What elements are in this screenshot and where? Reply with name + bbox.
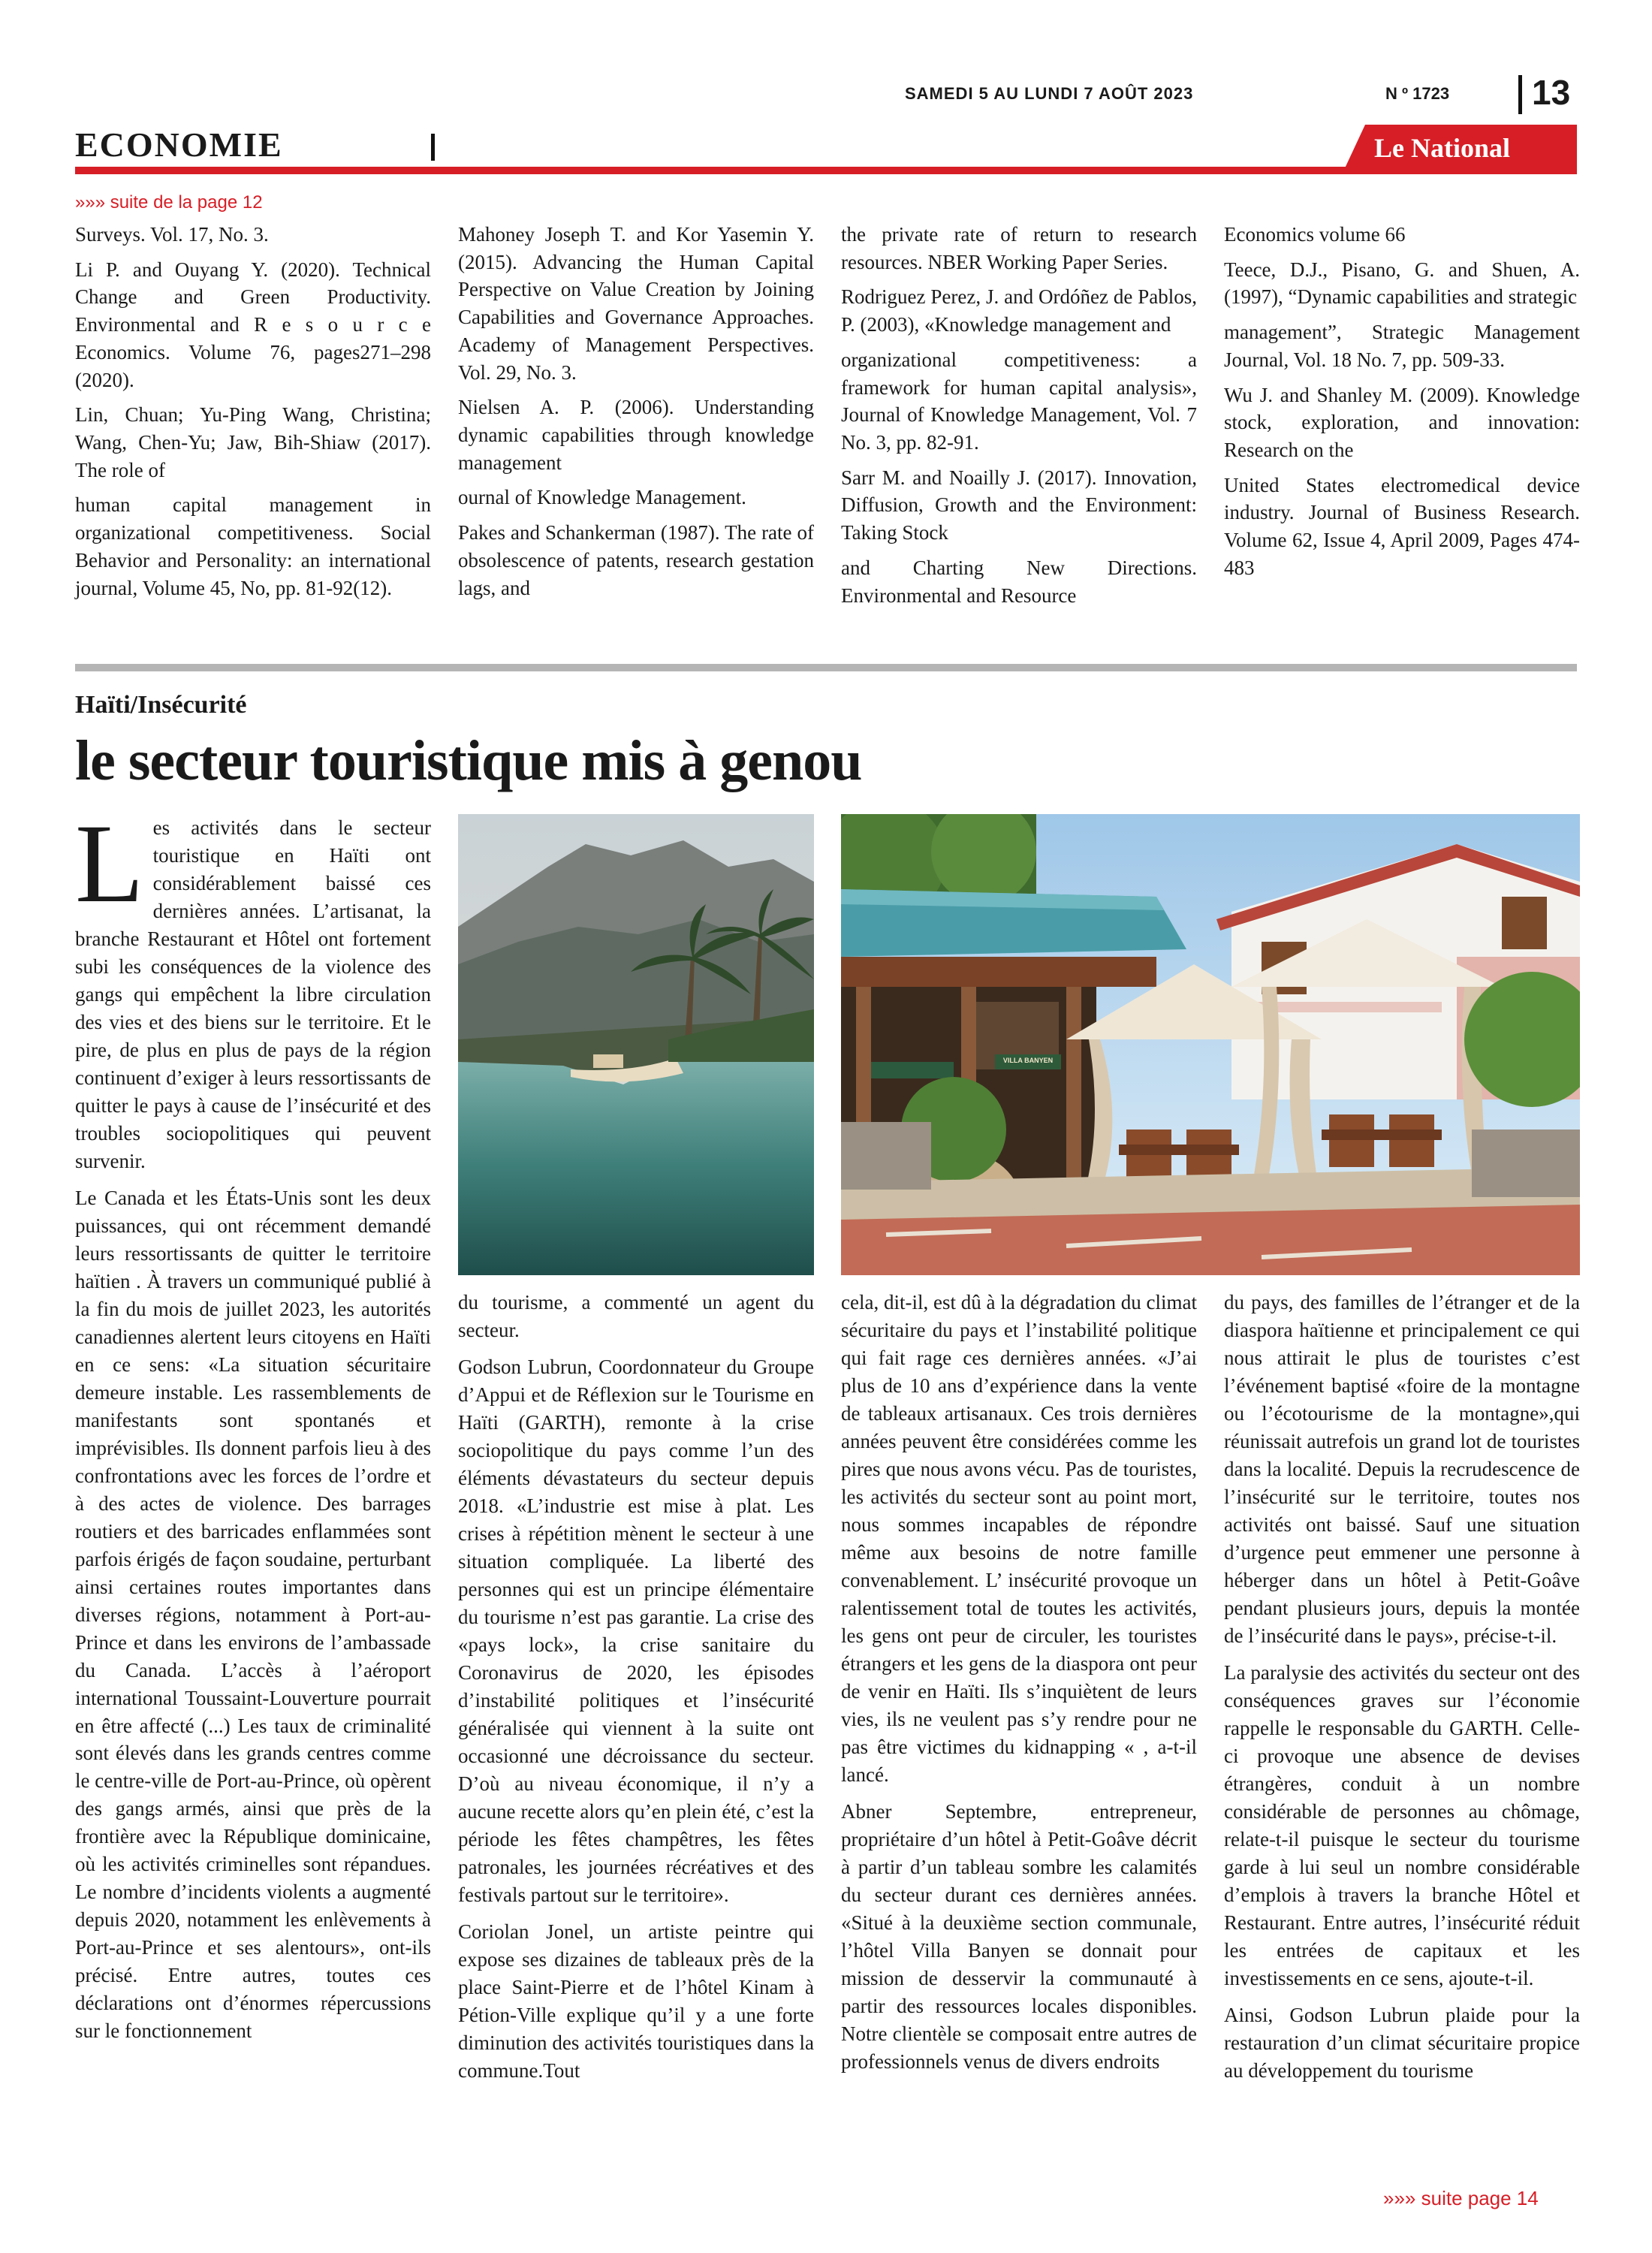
hotel-photo-image [841,814,1580,1275]
page-number: 13 [1532,73,1571,112]
reference-entry: Surveys. Vol. 17, No. 3. [75,223,269,246]
drop-cap: L [75,801,144,926]
reference-entry: Lin, Chuan; Yu-Ping Wang, Christina; Wang, Chen-Yu; Jaw, Bih-Shiaw (2017). The role of [75,403,431,481]
article-paragraph: du tourisme, a commenté un agent du secteur. [458,1291,814,1341]
reference-entry: Nielsen A. P. (2006). Understanding dynamic capabilities through knowledge management [458,396,814,474]
section-separator [75,664,1577,671]
reference-entry: United States electromedical device industry. Journal of Business Research. Volume 62, Issue 4, April 2009, Pages 474-483 [1224,473,1580,579]
reference-entry: Pakes and Schankerman (1987). The rate of obsolescence of patents, research gestation lags, and [458,521,814,599]
reference-entry: organizational competitiveness: a framework for human capital analysis», Journal of Knowledge Management, Vol. 7 No. 3, pp. 82-91. [841,348,1197,454]
article-paragraph: Le Canada et les États-Unis sont les deux puissances, qui ont récemment demandé leurs ressortissants de quitter le territoire haïtien . À travers un communiqué publié à la fin du mois de juillet 2023, les autorités canadiennes alertent leurs citoyens en Haïti en ce sens: «La situation sécuritaire demeure instable. Les rassemblements de manifestants sont spontanés et imprévisibles. Ils donnent parfois lieu à des confrontations avec les forces de l’ordre et à des actes de violence. Des barrages routiers et des barricades enflammées sont parfois érigés de façon soudaine, perturbant ainsi certaines routes importantes dans diverses régions, notamment à Port-au-Prince et dans les environs de l’ambassade du Canada. L’accès à l’aéroport international Toussaint-Louverture pourrait en être affecté (...) Les taux de criminalité sont élevés dans les grands centres comme le centre-ville de Port-au-Prince, où opèrent des gangs armés, ainsi que près de la frontière avec la République dominicaine, où les activités criminelles sont répandues. Le nombre d’incidents violents a augmenté depuis 2020, notamment les enlèvements à Port-au-Prince et ses alentours», ont-ils précisé. Entre autres, toutes ces déclarations ont d’énormes répercussions sur le fonctionnement [75,1186,431,2043]
reference-entry: and Charting New Directions. Environmental and Resource [841,556,1197,607]
article-headline: le secteur touristique mis à genou [75,729,862,792]
reference-entry: Li P. and Ouyang Y. (2020). Technical Change and Green Productivity. Environmental and R e s o u r c e Economics. Volume 76, pages271–298 (2020). [75,258,431,391]
reference-entry: human capital management in organizational competitiveness. Social Behavior and Personality: an international journal, Volume 45, No, pp. 81-92(12). [75,493,431,599]
coast-photo [458,814,814,1275]
reference-entry: ournal of Knowledge Management. [458,486,746,509]
references-column-3 [841,221,1197,617]
continued-on-link[interactable]: »»» suite page 14 [1383,2187,1539,2209]
reference-entry: management”, Strategic Management Journal, Vol. 18 No. 7, pp. 509-33. [1224,321,1580,371]
article-paragraph: Godson Lubrun, Coordonnateur du Groupe d’Appui et de Réflexion sur le Tourisme en Haïti (GARTH), remonte à la crise sociopolitique du pays comme l’un des éléments dévastateurs du secteur depuis 2018. «L’industrie est mise à plat. Les crises à répétition mènent le secteur à une situation compliquée. La liberté des personnes qui est un principe élémentaire du tourisme n’est pas garantie. La crise des «pays lock», la crise sanitaire du Coronavirus de 2020, les épisodes d’instabilité politiques et l’insécurité généralisée qui viennent à la suite ont occasionné une décroissance du secteur. D’où au niveau économique, il n’y a aucune recette alors qu’en plein été, c’est la période les fêtes champêtres, les fêtes patronales, les journées récréatives et des festivals partout sur le territoire». [458,1355,814,1906]
article-column-1 [75,801,431,2054]
section-title: ECONOMIE [75,125,283,164]
section-divider [431,134,435,161]
issue-date: SAMEDI 5 AU LUNDI 7 AOÛT 2023 [905,84,1194,103]
references-column-4 [1224,221,1580,590]
reference-entry: Wu J. and Shanley M. (2009). Knowledge stock, exploration, and innovation: Research on the [1224,383,1580,462]
reference-entry: Teece, D.J., Pisano, G. and Shuen, A. (1997), “Dynamic capabilities and strategic [1224,258,1580,309]
reference-entry: Rodriguez Perez, J. and Ordóñez de Pablos, P. (2003), «Knowledge management and [841,285,1197,336]
article-paragraph: La paralysie des activités du secteur ont des conséquences graves sur l’économie rappelle le responsable du GARTH. Celle-ci provoque une absence de devises étrangères, conduit à un nombre considérable de personnes au chômage, relate-t-il puisque le secteur du tourisme garde à lui seul un nombre considérable d’emplois à travers la branche Hôtel et Restaurant. Entre autres, l’insécurité réduit les entrées de capitaux et les investissements en ce sens, ajoute-t-il. [1224,1660,1580,1989]
article-paragraph: Abner Septembre, entrepreneur, propriétaire d’un hôtel à Petit-Goâve décrit à partir d’un tableau sombre les calamités du secteur durant ces dernières années. «Situé à la deuxième section communale, l’hôtel Villa Banyen se donnait pour mission de desservir la communauté à partir des ressources locales disponibles. Notre clientèle se composait entre autres de professionnels venus de divers endroits [841,1799,1197,2073]
article-paragraph: Coriolan Jonel, un artiste peintre qui expose ses dizaines de tableaux près de la place Saint-Pierre et de l’hôtel Kinam à Pétion-Ville explique qu’il y a une forte diminution des activités touristiques dans la commune.Tout [458,1920,814,2082]
hotel-photo [841,814,1580,1275]
continued-from-link[interactable]: »»» suite de la page 12 [75,192,263,213]
reference-entry: the private rate of return to research resources. NBER Working Paper Series. [841,223,1197,273]
reference-entry: Sarr M. and Noailly J. (2017). Innovation, Diffusion, Growth and the Environment: Taking Stock [841,466,1197,544]
header-divider [1518,75,1522,114]
hotel-sign: VILLA BANYEN [1002,1057,1054,1064]
article-kicker: Haïti/Insécurité [75,691,247,719]
article-paragraph: du pays, des familles de l’étranger et de la diaspora haïtienne et principalement ce qui nous attirait le plus de touristes c’est l’événement baptisé «foire de la montagne ou l’écotourisme de la montagne»,qui réunissait autrefois un grand lot de touristes dans la localité. Depuis la recrudescence de l’insécurité sur le territoire, toutes nos activités ont baissé. Sauf une situation d’urgence peut emmener une personne à héberger dans un hôtel à Petit-Goâve pendant plusieurs jours, depuis la montée de l’insécurité dans le pays», précise-t-il. [1224,1291,1580,1647]
article-paragraph: Les activités dans le secteur touristique en Haïti ont considérablement baissé ces dernières années. L’artisanat, la branche Restaurant et Hôtel ont fortement subi les conséquences de la violence des gangs qui empêchent la libre circulation des vies et des biens sur le territoire. Et le pire, de plus en plus de pays de la région continuent d’exiger à leurs ressortissants de quitter le pays à cause de l’insécurité et des troubles sociopolitiques qui peuvent survenir. [75,801,431,1172]
references-column-2 [458,221,814,609]
coast-photo-image [458,814,814,1275]
article-paragraph: Ainsi, Godson Lubrun plaide pour la restauration d’un climat sécuritaire propice au développement du tourisme [1224,2003,1580,2082]
references-column-1 [75,221,431,609]
reference-entry: Mahoney Joseph T. and Kor Yasemin Y. (2015). Advancing the Human Capital Perspective on Value Creation by Joining Capabilities and Governance Approaches. Academy of Management Perspectives. Vol. 29, No. 3. [458,223,814,384]
newspaper-brand: Le National [1374,133,1511,163]
reference-entry: Economics volume 66 [1224,223,1406,246]
article-column-2 [458,1289,814,2094]
article-column-3 [841,1289,1197,2085]
issue-number: N º 1723 [1385,84,1450,103]
article-paragraph: cela, dit-il, est dû à la dégradation du climat sécuritaire du pays et l’instabilité politique qui fait rage ces dernières années. «J’ai plus de 10 ans d’expérience dans la vente de tableaux artisanaux. Ces trois dernières années peuvent être considérées comme les pires que nous avons vécu. Pas de touristes, les activités du secteur sont au point mort, nous sommes incapables de répondre même aux besoins de notre famille convenablement. L’ insécurité provoque un ralentissement total de toutes les activités, les gens ont peur de circuler, les touristes étrangers et les gens de la diaspora ont peur de venir en Haïti. Ils s’inquiètent de leurs vies, ils ne veulent pas s’y rendre pour ne pas être victimes du kidnapping « , a-t-il lancé. [841,1291,1197,1786]
article-column-4 [1224,1289,1580,2094]
